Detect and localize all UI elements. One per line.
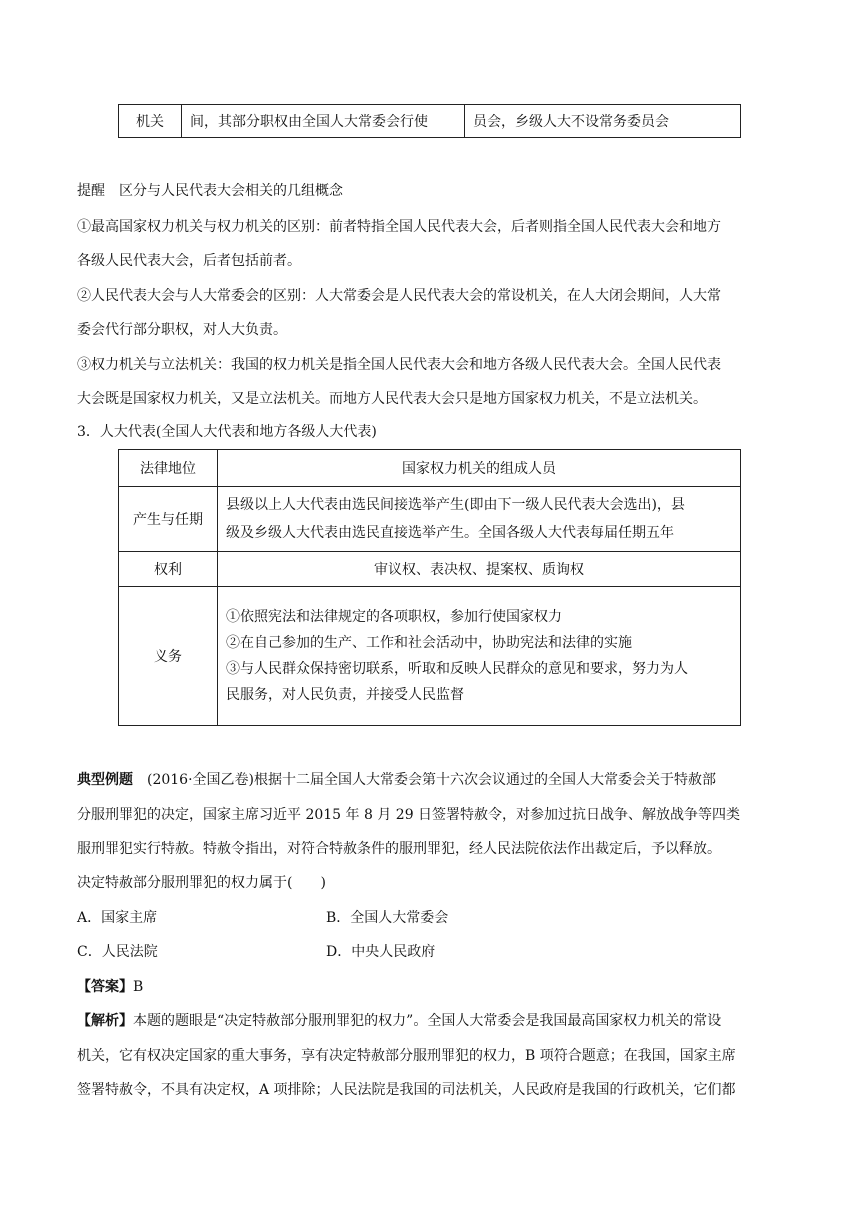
example-line-2: 分服刑罪犯的决定，国家主席习近平 2015 年 8 月 29 日签署特赦令，对参加过抗日战争、解放战争等四类 xyxy=(77,807,741,823)
tip-point-1-line-2: 各级人民代表大会，后者包括前者。 xyxy=(77,253,301,269)
duty-3-line-2: 民服务，对人民负责，并接受人民监督 xyxy=(226,687,464,703)
answer-label: 【答案】 xyxy=(77,979,133,995)
duty-2: ②在自己参加的生产、工作和社会活动中，协助宪法和法律的实施 xyxy=(226,635,632,651)
table-row xyxy=(119,450,741,487)
option-b: B．全国人大常委会 xyxy=(326,910,449,926)
election-line-2: 级及乡级人大代表由选民直接选举产生。全国各级人大代表每届任期五年 xyxy=(226,525,674,541)
table-row xyxy=(119,105,741,138)
tip-point-2-line-1: ②人民代表大会与人大常委会的区别：人大常委会是人民代表大会的常设机关，在人大闭会期间，人大常 xyxy=(77,288,721,304)
table-cell: 员会，乡级人大不设常务委员会 xyxy=(465,105,741,138)
example-text: (2016·全国乙卷)根据十二届全国人大常委会第十六次会议通过的全国人大常委会关于特赦部 xyxy=(133,772,717,788)
table-cell: 机关 xyxy=(119,105,182,138)
row-value-duties xyxy=(218,587,741,726)
example-label: 典型例题 xyxy=(77,772,133,788)
table-row xyxy=(119,587,741,726)
analysis-line-2: 机关，它有权决定国家的重大事务，享有决定特赦部分服刑罪犯的权力，B 项符合题意；在我国，国家主席 xyxy=(77,1048,736,1064)
election-line-1: 县级以上人大代表由选民间接选举产生(即由下一级人民代表大会选出)，县 xyxy=(226,497,685,513)
row-value-rights: 审议权、表决权、提案权、质询权 xyxy=(218,552,741,587)
table-cell: 间，其部分职权由全国人大常委会行使 xyxy=(182,105,465,138)
example-line-1 xyxy=(77,770,716,790)
row-label-rights: 权利 xyxy=(119,552,218,587)
row-label-status: 法律地位 xyxy=(119,450,218,487)
analysis-line-3: 签署特赦令，不具有决定权，A 项排除；人民法院是我国的司法机关，人民政府是我国的行政机关，它们都 xyxy=(77,1082,736,1098)
answer-value: B xyxy=(133,979,144,995)
tip-heading: 提醒 区分与人民代表大会相关的几组概念 xyxy=(77,183,343,199)
duty-3-line-1: ③与人民群众保持密切联系，听取和反映人民群众的意见和要求，努力为人 xyxy=(226,661,688,677)
row-value-status: 国家权力机关的组成人员 xyxy=(218,450,741,487)
deputy-table xyxy=(118,449,741,726)
example-line-3: 服刑罪犯实行特赦。特赦令指出，对符合特赦条件的服刑罪犯，经人民法院依法作出裁定后，予以释放。 xyxy=(77,841,721,857)
row-label-election: 产生与任期 xyxy=(119,487,218,552)
table-row xyxy=(119,552,741,587)
tip-point-3-line-2: 大会既是国家权力机关，又是立法机关。而地方人民代表大会只是地方国家权力机关，不是立法机关。 xyxy=(77,391,707,407)
option-d: D．中央人民政府 xyxy=(326,944,436,960)
tip-point-1-line-1: ①最高国家权力机关与权力机关的区别：前者特指全国人民代表大会，后者则指全国人民代表大会和地方 xyxy=(77,219,721,235)
option-a: A．国家主席 xyxy=(77,910,158,926)
row-label-duties: 义务 xyxy=(119,587,218,726)
answer-line xyxy=(77,977,143,997)
tip-point-3-line-1: ③权力机关与立法机关：我国的权力机关是指全国人民代表大会和地方各级人民代表大会。全国人民代表 xyxy=(77,357,721,373)
row-value-election xyxy=(218,487,741,552)
analysis-line-1 xyxy=(77,1011,721,1031)
section-title: 3．人大代表(全国人大代表和地方各级人大代表) xyxy=(77,424,377,440)
example-line-4: 决定特赦部分服刑罪犯的权力属于( ) xyxy=(77,875,326,891)
option-c: C．人民法院 xyxy=(77,944,158,960)
tip-point-2-line-2: 委会代行部分职权，对人大负责。 xyxy=(77,322,287,338)
analysis-text: 本题的题眼是“决定特赦部分服刑罪犯的权力”。全国人大常委会是我国最高国家权力机关的常设 xyxy=(133,1013,722,1029)
organ-table-fragment xyxy=(118,104,741,138)
duty-1: ①依照宪法和法律规定的各项职权，参加行使国家权力 xyxy=(226,609,562,625)
table-row xyxy=(119,487,741,552)
analysis-label: 【解析】 xyxy=(77,1013,133,1029)
